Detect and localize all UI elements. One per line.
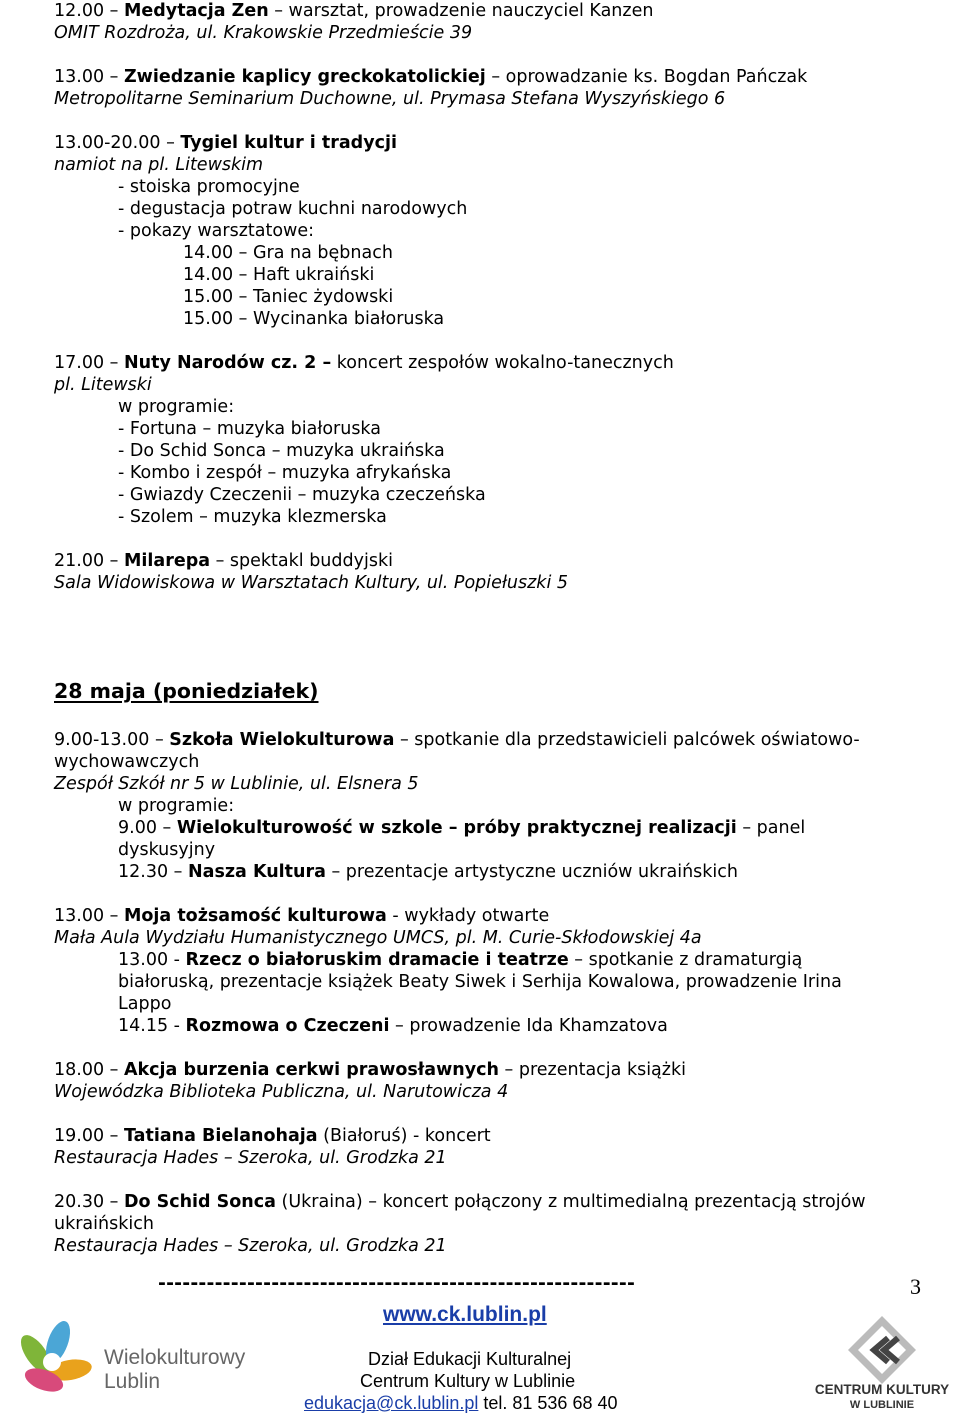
text-line [118,993,171,1015]
footer-institution: Centrum Kultury w Lublinie [360,1371,576,1391]
text-run: w programie: [118,796,235,816]
event-title: Do Schid Sonca [123,1192,276,1212]
text-run: – spektakl buddyjski [210,551,393,571]
text-line [54,905,549,927]
page-number: 3 [910,1274,921,1299]
text-run: 13.00-20.00 – [54,133,181,153]
text-line [118,440,445,462]
text-run: - Szolem – muzyka klezmerska [118,507,387,527]
text-line [118,839,215,861]
text-run: 14.00 – Gra na bębnach [183,243,393,263]
event-title: Zwiedzanie kaplicy greckokatolickiej [123,67,486,87]
text-run: 13.00 – [54,906,124,926]
text-run: 17.00 – [54,353,124,373]
text-line [54,66,807,88]
text-line [54,352,674,374]
text-run: ukraińskich [54,1214,154,1234]
text-line [54,751,199,773]
logo-petals-icon [15,1318,93,1396]
event-title: Medytacja Zen [123,1,269,21]
text-run: Zespół Szkół nr 5 w Lublinie, ul. Elsnera 5 [54,774,419,794]
text-run: 13.00 – [54,67,124,87]
text-run: 12.30 – [118,862,188,882]
text-line [183,308,444,330]
text-run: 20.30 – [54,1192,124,1212]
text-run: Mała Aula Wydziału Humanistycznego UMCS, pl. M. Curie-Skłodowskiej 4a [54,928,702,948]
text-run: - Kombo i zespół – muzyka afrykańska [118,463,452,483]
text-line [118,1015,668,1037]
event-title: Moja tożsamość kulturowa [123,906,387,926]
text-line [118,396,234,418]
event-title: Wielokulturowość w szkole – próby praktycznej realizacji [176,818,737,838]
text-line [54,1081,508,1103]
event-title: Tatiana Bielanohaja [123,1126,318,1146]
text-line [54,374,152,396]
text-run: Sala Widowiskowa w Warsztatach Kultury, ul. Popiełuszki 5 [54,573,569,593]
text-line [54,1059,686,1081]
text-line [54,154,263,176]
footer-phone: tel. 81 536 68 40 [478,1393,618,1413]
text-run: - degustacja potraw kuchni narodowych [118,199,468,219]
logo-left-line1: Wielokulturowy [104,1346,246,1369]
event-title: Rzecz o białoruskim dramacie i teatrze [185,950,569,970]
text-run: 12.00 – [54,1,124,21]
event-title: Tygiel kultur i tradycji [180,133,397,153]
text-line [118,484,486,506]
text-run: – panel [736,818,806,838]
text-line [54,1125,491,1147]
text-run: wychowawczych [54,752,200,772]
event-title: Akcja burzenia cerkwi prawosławnych [123,1060,499,1080]
text-line [118,795,234,817]
text-run: 13.00 - [118,950,186,970]
text-line [54,550,393,572]
text-run: Wojewódzka Biblioteka Publiczna, ul. Narutowicza 4 [54,1082,509,1102]
text-run: namiot na pl. Litewskim [54,155,264,175]
text-run: (Ukraina) – koncert połączony z multimedialną prezentacją strojów [275,1192,866,1212]
text-run: - stoiska promocyjne [118,177,300,197]
text-line [118,176,300,198]
wielokulturowy-lublin-logo [8,1312,278,1402]
event-title: Nasza Kultura [187,862,326,882]
text-line [54,773,419,795]
event-title: Szkoła Wielokulturowa [169,730,395,750]
text-line [183,242,393,264]
text-run: 15.00 – Taniec żydowski [183,287,394,307]
text-line [118,220,314,242]
text-line [54,1235,447,1257]
text-run: – prezentacja książki [498,1060,686,1080]
text-run: – spotkanie z dramaturgią [568,950,803,970]
text-run: dyskusyjny [118,840,216,860]
text-run: (Białoruś) - koncert [317,1126,491,1146]
text-line [118,198,467,220]
text-run: koncert zespołów wokalno-tanecznych [331,353,674,373]
text-run: - Gwiazdy Czeczenii – muzyka czeczeńska [118,485,486,505]
event-title: Nuty Narodów cz. 2 – [123,353,332,373]
text-run: Restauracja Hades – Szeroka, ul. Grodzka 21 [54,1236,447,1256]
text-run: 18.00 – [54,1060,124,1080]
text-line [54,1191,866,1213]
text-line [54,1147,447,1169]
text-line [54,1213,154,1235]
text-line [118,817,805,839]
logo-right-line2: W LUBLINIE [849,1399,915,1411]
text-line [54,22,472,44]
text-run: – prowadzenie Ida Khamzatova [389,1016,668,1036]
text-run: pl. Litewski [54,375,152,395]
event-title: Milarepa [123,551,211,571]
text-run: 14.15 - [118,1016,186,1036]
text-run: 9.00 – [118,818,177,838]
footer-website-link[interactable]: www.ck.lublin.pl [383,1303,547,1326]
text-run: 28 maja (poniedziałek) [54,679,319,703]
text-run: 9.00-13.00 – [54,730,170,750]
text-line [118,418,381,440]
text-line [54,132,397,154]
text-run: 21.00 – [54,551,124,571]
text-run: Lappo [118,994,172,1014]
text-run: w programie: [118,397,235,417]
date-heading [54,680,319,702]
text-line [118,462,451,484]
logo-left-line2: Lublin [104,1370,161,1393]
text-line [54,927,702,949]
text-run: OMIT Rozdroża, ul. Krakowskie Przedmieście 39 [54,23,473,43]
event-title: Rozmowa o Czeczeni [185,1016,390,1036]
text-line [183,286,393,308]
text-run: 14.00 – Haft ukraiński [183,265,375,285]
footer-department: Dział Edukacji Kulturalnej [368,1349,572,1369]
text-run: - Fortuna – muzyka białoruska [118,419,381,439]
footer-separator: ----------------------------------------------------------- [158,1272,636,1294]
text-line [118,971,842,993]
text-run: - wykłady otwarte [386,906,550,926]
text-run: – warsztat, prowadzenie nauczyciel Kanzen [268,1,654,21]
centrum-kultury-logo [804,1312,960,1412]
text-run: białoruską, prezentacje książek Beaty Siwek i Serhija Kowalowa, prowadzenie Irina [118,972,842,992]
text-run: 19.00 – [54,1126,124,1146]
text-run: – spotkanie dla przedstawicieli palcówek oświatowo- [394,730,860,750]
text-line [54,729,860,751]
footer-email-link[interactable]: edukacja@ck.lublin.pl [304,1393,479,1413]
text-line [118,949,802,971]
footer-contact [304,1393,618,1414]
text-run: Restauracja Hades – Szeroka, ul. Grodzka 21 [54,1148,447,1168]
text-line [118,506,387,528]
text-line [118,861,738,883]
text-line [54,88,725,110]
text-run: – prezentacje artystyczne uczniów ukraińskich [325,862,738,882]
text-run: Metropolitarne Seminarium Duchowne, ul. Prymasa Stefana Wyszyńskiego 6 [54,89,726,109]
text-line [54,0,653,22]
text-run: 15.00 – Wycinanka białoruska [183,309,445,329]
text-run: - pokazy warsztatowe: [118,221,315,241]
logo-right-line1: CENTRUM KULTURY [814,1382,950,1397]
logo-ck-emblem-icon [848,1316,916,1384]
text-line [183,264,374,286]
text-run: – oprowadzanie ks. Bogdan Pańczak [485,67,808,87]
text-run: - Do Schid Sonca – muzyka ukraińska [118,441,445,461]
text-line [54,572,568,594]
